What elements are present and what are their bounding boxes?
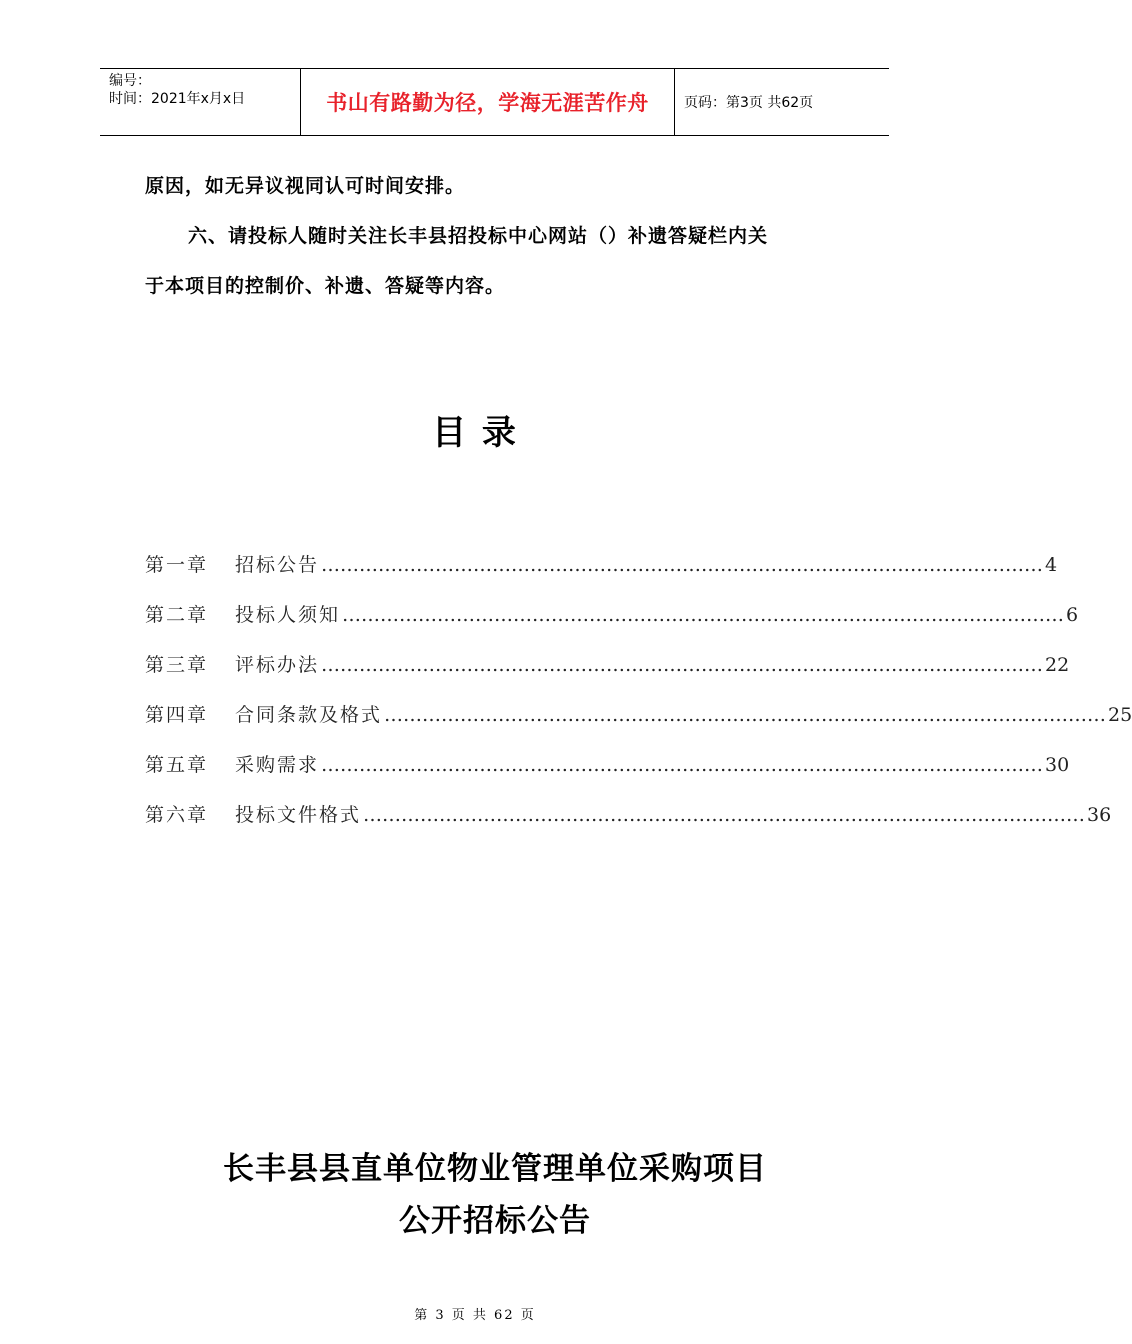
- header-motto: 书山有路勤为径，学海无涯苦作舟: [301, 69, 675, 135]
- toc-entry[interactable]: [145, 650, 1070, 700]
- toc-entry[interactable]: [145, 800, 1112, 850]
- toc-entry[interactable]: [145, 700, 1132, 750]
- toc-leader-dots: ……………………………………………………………………………………………………: [342, 604, 1065, 626]
- toc-page-number: 22: [1045, 654, 1070, 676]
- page-footer: 第 3 页 共 62 页: [414, 1308, 536, 1323]
- table-of-contents: [145, 550, 1132, 850]
- toc-page-number: 25: [1108, 704, 1132, 726]
- toc-chapter: 第四章: [145, 704, 209, 726]
- body-line-1: 原因，如无异议视同认可时间安排。: [145, 175, 466, 197]
- toc-chapter: 第五章: [145, 754, 209, 776]
- toc-leader-dots: ……………………………………………………………………………………………………: [321, 554, 1044, 576]
- toc-leader-dots: ……………………………………………………………………………………………………: [384, 704, 1107, 726]
- toc-leader-dots: ……………………………………………………………………………………………………: [363, 804, 1086, 826]
- toc-entry-title: 评标办法: [235, 654, 320, 676]
- toc-entry[interactable]: [145, 750, 1070, 800]
- time-label: 时间：2021年x月x日: [109, 91, 246, 107]
- toc-leader-dots: ……………………………………………………………………………………………………: [321, 754, 1044, 776]
- number-label: 编号：: [109, 73, 151, 89]
- toc-chapter: 第二章: [145, 604, 209, 626]
- toc-entry-title: 招标公告: [235, 554, 320, 576]
- announcement-title-line-2: 公开招标公告: [399, 1203, 591, 1239]
- toc-entry-title: 合同条款及格式: [235, 704, 383, 726]
- toc-leader-dots: ……………………………………………………………………………………………………: [321, 654, 1044, 676]
- header-meta: [100, 69, 301, 135]
- header-page-label: 页码：第3页 共62页: [684, 95, 814, 111]
- toc-page-number: 4: [1045, 554, 1058, 576]
- page-header: [100, 68, 889, 136]
- toc-title: 目 录: [432, 413, 518, 453]
- toc-chapter: 第三章: [145, 654, 209, 676]
- toc-entry-title: 投标人须知: [235, 604, 341, 626]
- toc-entry[interactable]: [145, 600, 1079, 650]
- toc-entry[interactable]: [145, 550, 1058, 600]
- toc-entry-title: 采购需求: [235, 754, 320, 776]
- toc-page-number: 6: [1066, 604, 1079, 626]
- toc-page-number: 36: [1087, 804, 1112, 826]
- toc-page-number: 30: [1045, 754, 1070, 776]
- announcement-title-line-1: 长丰县县直单位物业管理单位采购项目: [223, 1151, 767, 1187]
- toc-entry-title: 投标文件格式: [235, 804, 362, 826]
- toc-chapter: 第六章: [145, 804, 209, 826]
- body-line-3: 于本项目的控制价、补遗、答疑等内容。: [145, 275, 506, 297]
- body-line-2: 六、请投标人随时关注长丰县招投标中心网站（）补遗答疑栏内关: [188, 225, 769, 247]
- toc-chapter: 第一章: [145, 554, 209, 576]
